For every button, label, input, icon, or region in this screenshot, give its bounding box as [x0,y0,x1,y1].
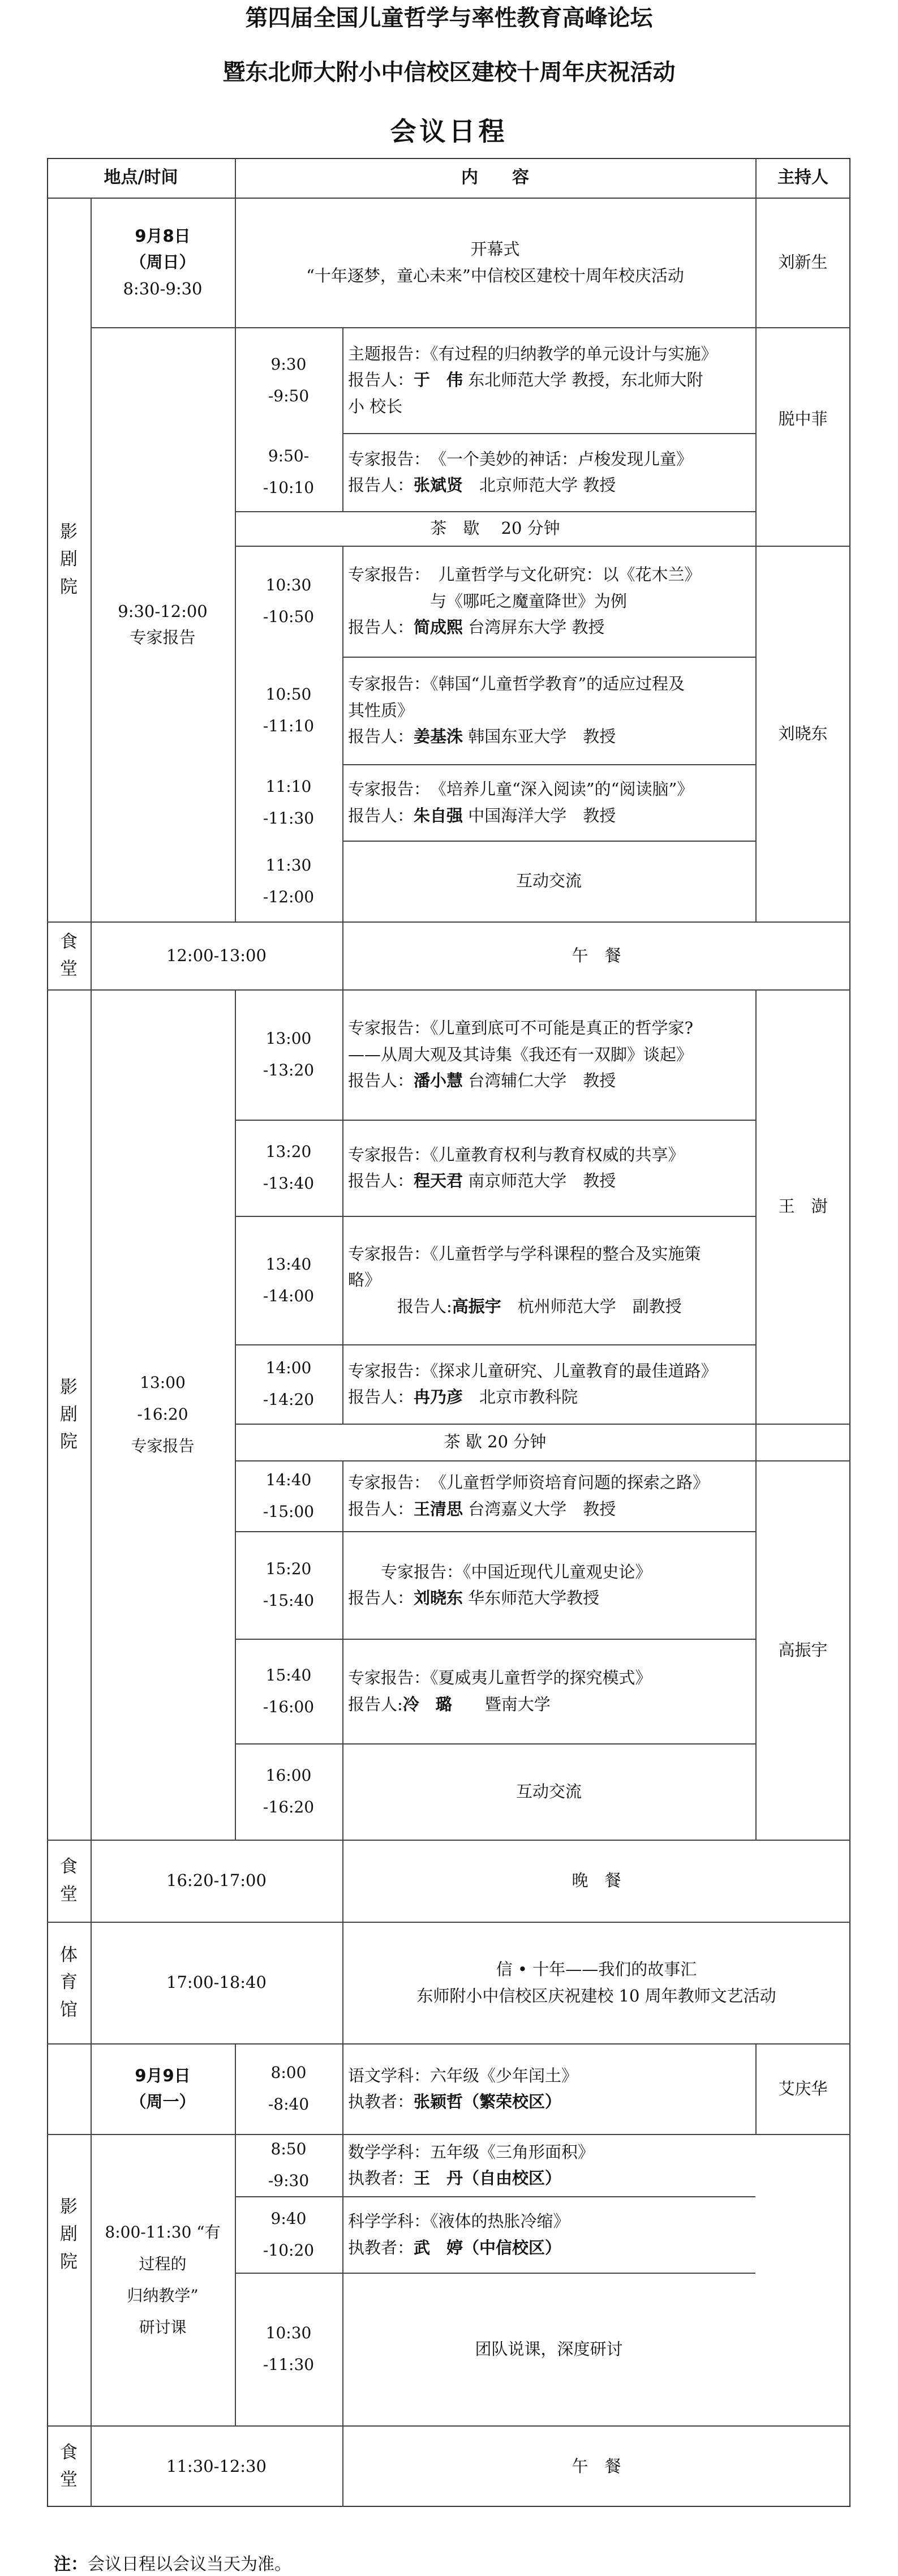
talk-time [235,1743,342,1840]
venue-char-1: 影 [60,522,78,543]
talk-time [235,1216,342,1344]
talk-line-2: 报告人：程天君 南京师范大学 教授 [348,1171,616,1190]
lesson-time-start: 8:50 [270,2140,307,2158]
talk-speaker: 高振宇 [452,1296,501,1316]
talk-content [342,433,755,511]
gala-subtitle: 东师附小中信校区庆祝建校 10 周年教师文艺活动 [416,1986,776,2005]
footnote-label: 注： [54,2554,88,2574]
talk-title: 主题报告：《有过程的归纳教学的单元设计与实施》 [348,344,717,363]
talk-time [235,764,342,841]
day2-session-line-1: 8:00-11:30 “有 [105,2222,221,2241]
venue-char-3: 院 [60,2251,78,2272]
talk-line-2: 其性质》 [348,700,414,720]
lunch-2-time-text: 11:30-12:30 [166,2456,267,2476]
lesson-time [235,2043,342,2134]
talk-line-2: 略》 [348,1270,381,1290]
header-host-label: 主持人 [777,168,828,187]
lunch-1-time [91,921,342,989]
opening-time: 8:30-9:30 [123,278,203,298]
talk-time-end: -9:50 [268,386,310,405]
talk-time [235,1120,342,1216]
talk-time-start: 14:40 [265,1470,312,1489]
talk-speaker: 简成熙 [414,618,463,637]
lesson-content [342,2043,755,2134]
talk-content [342,764,755,841]
opening-subtitle: “十年逐梦，童心未来”中信校区建校十周年校庆活动 [306,265,684,285]
day2-date [91,2043,235,2134]
talk-line-2: 报告人：于 伟 东北师范大学 教授，东北师大附 [348,370,703,390]
talk-line-3: 报告人：简成熙 台湾屏东大学 教授 [348,618,605,637]
talk-time-start: 9:30 [270,354,307,374]
opening-content [235,198,755,327]
talk-speaker: 潘小慧 [414,1071,463,1091]
day2-session [91,2134,235,2425]
host-morning-2 [755,546,850,921]
lesson-time [235,2196,342,2273]
canteen-char-1: 食 [60,2442,78,2463]
opening-host-name: 刘新生 [778,252,828,272]
talk-interaction: 互动交流 [515,871,582,891]
host-afternoon-2-name: 高振宇 [778,1640,828,1660]
host-afternoon-2 [755,1460,850,1840]
talk-time-end: -13:40 [263,1174,315,1193]
lesson-time-start: 10:30 [265,2324,312,2342]
day2-session-line-3: 归纳教学” [127,2286,199,2305]
opening-weekday: （周日） [130,252,196,272]
header-place-time [47,158,235,198]
venue-char-2: 剧 [60,549,78,570]
venue-theater-1 [47,198,91,921]
talk-line-2: ——从周大观及其诗集《我还有一双脚》谈起》 [348,1044,693,1064]
canteen-3 [47,2425,91,2507]
talk-time [235,546,342,657]
talk-time [235,1344,342,1424]
talk-line-3: 报告人：潘小慧 台湾辅仁大学 教授 [348,1071,616,1091]
talk-line-2: 报告人：刘晓东 华东师范大学教授 [348,1588,600,1608]
col-line-4 [755,511,757,546]
talk-speaker: 张斌贤 [414,475,463,495]
talk-title: 专家报告： 《培养儿童“深入阅读”的“阅读脑”》 [348,779,694,799]
talk-time [235,657,342,764]
talk-time-start: 15:40 [265,1665,312,1685]
lesson-title: 数学学科：五年级《三角形面积》 [348,2142,595,2162]
lesson-time-end: -9:30 [268,2171,310,2190]
host-morning-1 [755,327,850,511]
lesson-content [342,2273,755,2425]
tea-break-2-text: 茶 歇 20 分钟 [444,1432,547,1452]
talk-time-start: 10:30 [265,576,312,594]
talk-time-start: 10:50 [265,685,312,704]
lesson-content [342,2134,755,2196]
lesson-time-start: 9:40 [270,2209,307,2228]
talk-time [235,989,342,1120]
talk-title: 专家报告：《中国近现代儿童观史论》 [348,1562,652,1581]
talk-time-end: -14:20 [263,1390,315,1409]
lunch-2-label-text: 午 餐 [572,2456,621,2476]
lesson-teacher-line: 执教者：王 丹（自由校区） [348,2168,562,2188]
lesson-time-start: 8:00 [270,2063,307,2082]
host-morning-2-name: 刘晓东 [778,723,828,743]
talk-content [342,1120,755,1216]
talk-time-end: -13:20 [263,1061,315,1079]
footnote [54,2550,291,2575]
talk-time-start: 11:10 [265,777,312,796]
talk-content [342,657,755,764]
talk-time-start: 13:20 [265,1142,312,1161]
talk-time-end: -16:00 [263,1697,315,1716]
day2-session-line-2: 过程的 [139,2254,187,2273]
lesson-time-end: -11:30 [263,2355,315,2374]
host-morning-1-name: 脱中菲 [778,409,828,429]
talk-content [342,546,755,657]
canteen-char-2: 堂 [60,1884,78,1905]
lesson-content [342,2196,755,2273]
talk-speaker: 刘晓东 [414,1588,463,1608]
canteen-char-2: 堂 [60,2470,78,2490]
lesson-teacher: 武 婷（中信校区） [414,2238,562,2257]
talk-speaker: 朱自强 [414,805,463,825]
canteen-2 [47,1840,91,1922]
talk-time [235,841,342,921]
day2-host [755,2043,850,2134]
talk-time-end: -11:10 [263,717,315,735]
talk-time-end: -11:30 [263,808,315,828]
talk-title: 专家报告： 《一个美妙的神话：卢梭发现儿童》 [348,449,693,469]
talk-title: 专家报告：《儿童哲学与学科课程的整合及实施策 [348,1244,701,1263]
talk-content [342,1344,755,1424]
venue-char-3: 院 [60,576,78,597]
lesson-teacher: 王 丹（自由校区） [414,2168,562,2188]
lesson-time-end: -8:40 [268,2095,310,2114]
talk-title: 专家报告：《夏威夷儿童哲学的探究模式》 [348,1668,652,1688]
talk-content [342,1460,755,1531]
canteen-char-1: 食 [60,931,78,952]
talk-content [342,1743,755,1840]
talk-time-start: 13:40 [265,1254,312,1274]
talk-title: 专家报告： 儿童哲学与文化研究：以《花木兰》 [348,565,701,585]
talk-content [342,1216,755,1344]
talk-content [342,1639,755,1743]
talk-title: 专家报告： 《儿童哲学师资培育问题的探索之路》 [348,1473,710,1493]
afternoon-time-2: -16:20 [137,1405,188,1424]
venue-char-1: 影 [60,1377,78,1398]
talk-time-end: -12:00 [263,887,315,906]
lunch-1-label [342,921,850,989]
dinner-time-text: 16:20-17:00 [166,1871,267,1891]
talk-content [342,327,755,433]
tea-break-1-text: 茶 歇 20 分钟 [430,518,560,538]
gym [47,1922,91,2043]
talk-line-2: 报告人:冷 璐 暨南大学 [348,1694,551,1714]
gym-char-2: 育 [60,1972,78,1993]
talk-time-start: 16:00 [265,1766,312,1785]
lesson-time [235,2273,342,2425]
header-content [235,158,755,198]
day2-date-text: 9月9日 [135,2065,191,2085]
dinner-time [91,1840,342,1922]
gala-time [91,1922,342,2043]
talk-speaker: 王清思 [414,1499,463,1519]
venue-theater-3 [47,2043,91,2425]
opening-datetime [91,198,235,327]
talk-line-2: 报告人：朱自强 中国海洋大学 教授 [348,805,616,825]
gala-title: 信 • 十年——我们的故事汇 [496,1960,697,1979]
afternoon-session [91,989,235,1840]
talk-time-start: 15:20 [265,1559,312,1578]
opening-host [755,198,850,327]
day2-host-name: 艾庆华 [778,2078,828,2098]
morning-time: 9:30-12:00 [118,601,208,621]
gala-time-text: 17:00-18:40 [166,1973,267,1992]
talk-title: 专家报告：《儿童到底可不可能是真正的哲学家? [348,1018,694,1038]
talk-title: 专家报告：《韩国“儿童哲学教育”的适应过程及 [348,674,685,694]
talk-speaker: 冷 璐 [402,1694,452,1714]
talk-time [235,433,342,511]
footnote-text: 会议日程以会议当天为准。 [88,2554,291,2574]
lesson-time [235,2134,342,2196]
talk-time-end: -14:00 [263,1286,315,1305]
venue-char-3: 院 [60,1431,78,1452]
talk-title: 专家报告：《探求儿童研究、儿童教育的最佳道路》 [348,1361,717,1381]
tea-break-2 [235,1424,755,1460]
talk-time-start: 11:30 [265,855,312,875]
lesson-teacher-line: 执教者：张颖哲（繁荣校区） [348,2092,562,2111]
canteen-char-1: 食 [60,1857,78,1878]
talk-line-2: 报告人：张斌贤 北京师范大学 教授 [348,475,616,495]
venue-char-2: 剧 [60,1404,78,1425]
talk-interaction: 互动交流 [515,1781,582,1801]
talk-line-3: 报告人:高振宇 杭州师范大学 副教授 [348,1296,682,1316]
talk-line-3: 小 校长 [348,396,403,416]
morning-label: 专家报告 [130,628,196,647]
talk-speaker: 冉乃彦 [414,1387,463,1407]
header-host [755,158,850,198]
talk-content [342,841,755,921]
tea-break-1 [235,511,755,546]
gym-char-3: 馆 [60,1999,78,2020]
talk-time-start: 9:50- [268,447,310,465]
talk-time-end: -16:20 [263,1798,315,1816]
lesson-title: 科学学科：《液体的热胀冷缩》 [348,2211,570,2231]
day2-session-line-4: 研讨课 [139,2317,187,2337]
talk-content [342,1531,755,1639]
talk-time-end: -10:50 [263,607,315,626]
opening-title: 开幕式 [470,239,520,259]
day2-weekday: （周一） [130,2092,196,2111]
header-place-time-label: 地点/时间 [104,168,178,187]
title-line-2: 暨东北师大附小中信校区建校十周年庆祝活动 [222,59,676,85]
talk-time-end: -10:10 [263,478,315,497]
page-title: 会议日程 [390,116,508,147]
header-content-label: 内 容 [461,168,529,187]
morning-session [91,327,235,921]
talk-speaker: 于 伟 [414,370,463,390]
talk-time [235,1460,342,1531]
title-line-1: 第四届全国儿童哲学与率性教育高峰论坛 [245,5,653,31]
talk-content [342,989,755,1120]
talk-time-end: -15:00 [263,1502,315,1521]
lunch-1-label-text: 午 餐 [572,945,621,965]
talk-line-2: 报告人：王清思 台湾嘉义大学 教授 [348,1499,616,1519]
talk-time-start: 13:00 [265,1029,312,1048]
talk-time-start: 14:00 [265,1358,312,1377]
talk-line-2: 与《哪吒之魔童降世》为例 [348,591,628,611]
canteen-char-2: 堂 [60,959,78,979]
opening-date: 9月8日 [135,226,191,246]
afternoon-time-1: 13:00 [140,1373,186,1392]
lesson-title: 语文学科：六年级《少年闰土》 [348,2065,578,2085]
venue-theater-2 [47,989,91,1840]
talk-time [235,1531,342,1639]
lesson-teacher-line: 执教者：武 婷（中信校区） [348,2238,562,2257]
lunch-1-time-text: 12:00-13:00 [166,945,267,965]
gym-char-1: 体 [60,1945,78,1966]
talk-time [235,327,342,433]
dinner-label-text: 晚 餐 [572,1871,621,1891]
talk-line-2: 报告人：冉乃彦 北京市教科院 [348,1387,578,1407]
talk-time [235,1639,342,1743]
lesson-title: 团队说课，深度研讨 [475,2339,623,2359]
lesson-teacher: 张颖哲（繁荣校区） [414,2092,562,2111]
canteen-1 [47,921,91,989]
talk-speaker: 姜基洙 [414,727,463,747]
talk-time-end: -15:40 [263,1591,315,1610]
host-afternoon-1-name: 王 澍 [778,1197,828,1216]
talk-speaker: 程天君 [414,1171,463,1190]
lunch-2-label [342,2425,850,2507]
venue-char-2: 剧 [60,2224,78,2245]
talk-line-3: 报告人：姜基洙 韩国东亚大学 教授 [348,727,616,747]
gala-content [342,1922,850,2043]
host-afternoon-1 [755,989,850,1424]
lunch-2-time [91,2425,342,2507]
venue-char-1: 影 [60,2197,78,2218]
dinner-label [342,1840,850,1922]
lesson-time-end: -10:20 [263,2240,315,2260]
talk-title: 专家报告：《儿童教育权利与教育权威的共享》 [348,1145,685,1164]
afternoon-label: 专家报告 [131,1437,195,1455]
